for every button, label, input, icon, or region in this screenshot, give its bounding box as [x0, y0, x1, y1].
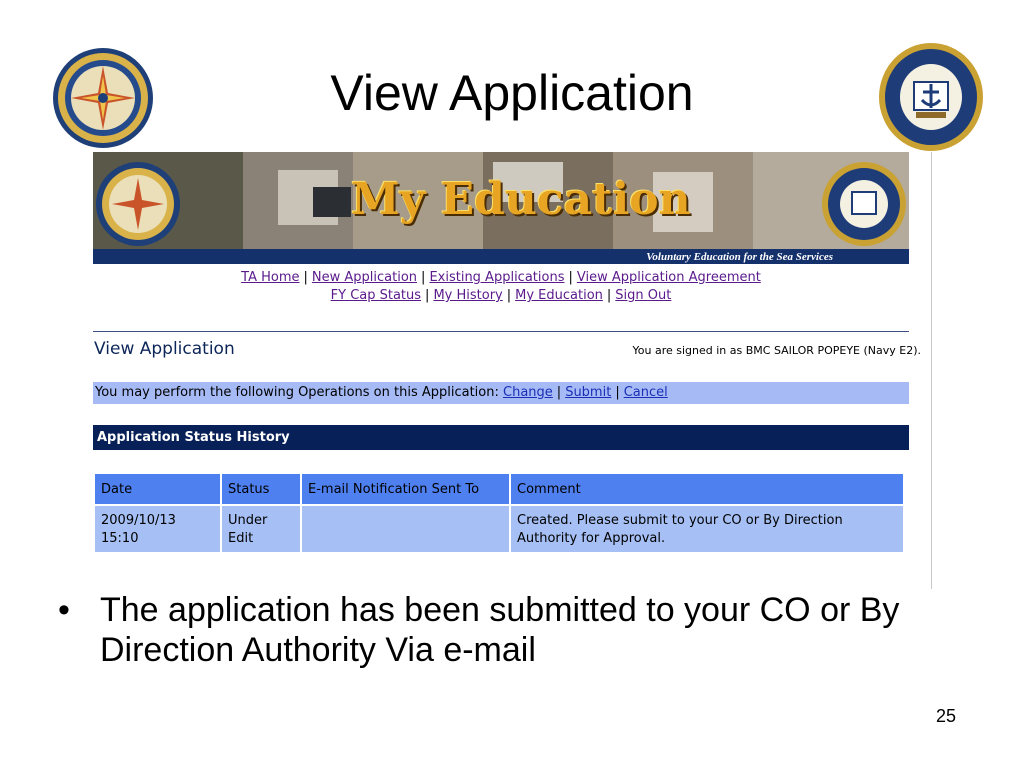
operations-prompt: You may perform the following Operations on this Application: [95, 385, 499, 400]
cell-email-notification [302, 506, 509, 552]
nav-separator: | [606, 288, 612, 303]
page-heading: View Application [94, 339, 235, 359]
column-header-date: Date [95, 474, 220, 504]
ops-separator: | [615, 385, 620, 400]
bullet-icon: • [58, 591, 70, 629]
nav-row-1 [93, 269, 909, 287]
nav-separator: | [425, 288, 430, 303]
column-header-email-notification: E-mail Notification Sent To [302, 474, 509, 504]
my-education-banner [93, 152, 909, 264]
submit-link[interactable]: Submit [565, 385, 612, 400]
slide-title: View Application [330, 65, 694, 121]
nav-link-fy-cap-status[interactable]: FY Cap Status [330, 288, 422, 303]
nav-link-my-history[interactable]: My History [433, 288, 503, 303]
nav-link-new-application[interactable]: New Application [311, 270, 418, 285]
nav-separator: | [421, 270, 426, 285]
cell-comment: Created. Please submit to your CO or By Direction Authority for Approval. [511, 506, 903, 552]
change-link[interactable]: Change [503, 385, 553, 400]
table-header-row [95, 474, 903, 504]
operations-bar [93, 382, 909, 404]
header-divider [93, 331, 909, 332]
banner-tagline: Voluntary Education for the Sea Services [646, 251, 833, 263]
signed-in-status: You are signed in as BMC SAILOR POPEYE (Navy E2). [632, 344, 921, 357]
nav-link-view-application-agreement[interactable]: View Application Agreement [576, 270, 761, 285]
ops-separator: | [556, 385, 562, 400]
nav-link-sign-out[interactable]: Sign Out [615, 288, 672, 303]
nav-separator: | [506, 288, 512, 303]
navy-college-program-seal-logo [878, 42, 984, 152]
column-header-status: Status [222, 474, 300, 504]
status-history-table [93, 472, 905, 554]
nav-link-existing-applications[interactable]: Existing Applications [429, 270, 565, 285]
embedded-screenshot [93, 152, 932, 589]
status-history-header: Application Status History [93, 425, 909, 450]
top-navigation [93, 269, 909, 305]
bullet-text: The application has been submitted to your CO or By Direction Authority Via e-mail [100, 591, 900, 669]
cell-date: 2009/10/13 15:10 [95, 506, 220, 552]
column-header-comment: Comment [511, 474, 903, 504]
table-row [95, 506, 903, 552]
nav-link-my-education[interactable]: My Education [515, 288, 603, 303]
banner-title: My Education [351, 174, 691, 225]
cancel-link[interactable]: Cancel [623, 385, 668, 400]
nav-row-2 [93, 287, 909, 305]
navy-compass-seal-logo [51, 46, 155, 150]
nav-separator: | [568, 270, 573, 285]
nav-link-ta-home[interactable]: TA Home [241, 270, 300, 285]
page-number: 25 [936, 706, 957, 726]
cell-status: Under Edit [222, 506, 300, 552]
nav-separator: | [303, 270, 308, 285]
